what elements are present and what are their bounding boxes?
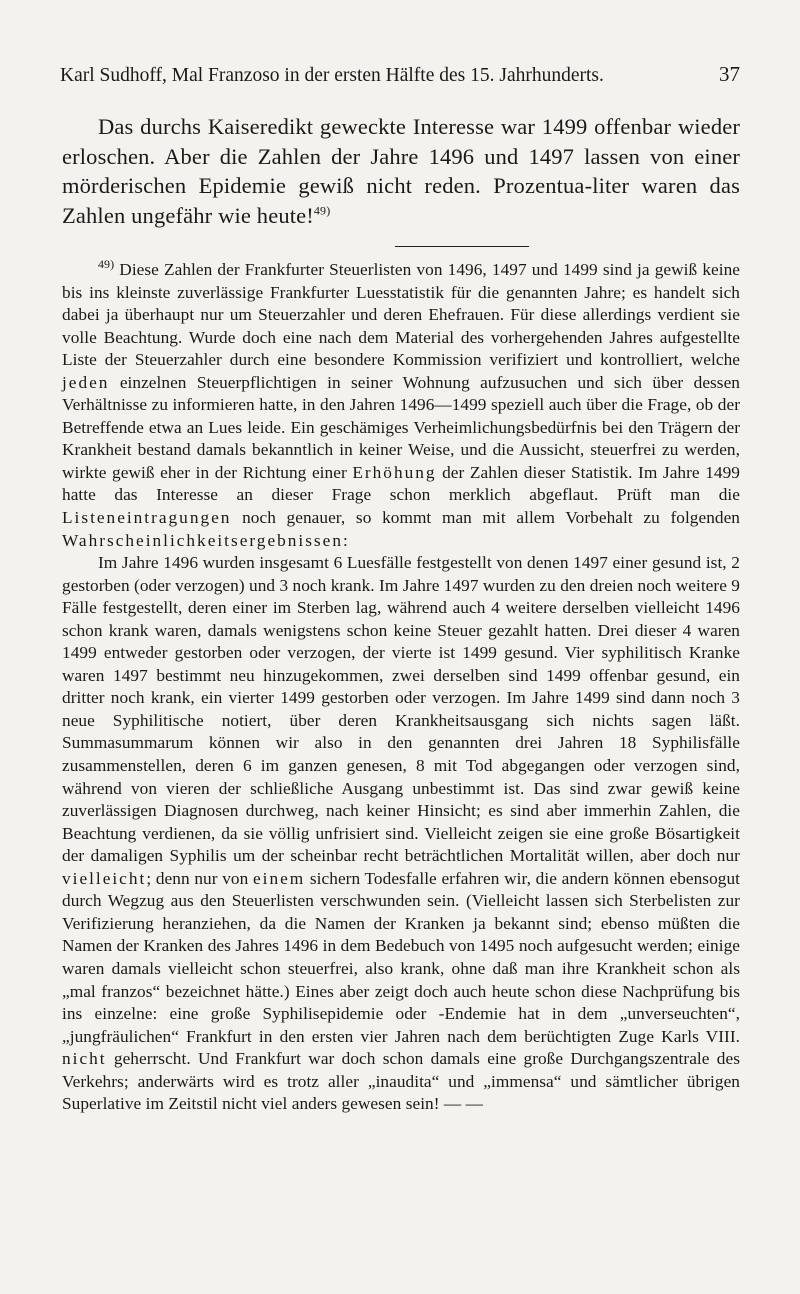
- emphasis: nicht: [62, 1049, 107, 1069]
- footnote-text: einzelnen Steuerpflichtigen in seiner Wohnung aufzusuchen und sich über dessen Verhältnisse zu informieren hatte, in den Jahren 1496—1499 speziell auch über die Frage, ob der Betreffende etwa an Lues leide. Ein geschämiges Verheimlichungsbedürfnis bei den Trägern der Krankheit bestand damals bekanntlich in keiner Weise, und die Aussicht, steuerfrei zu werden, wirkte gewiß eher in der Richtung einer: [62, 372, 740, 482]
- main-text: Das durchs Kaiseredikt geweckte Interesse war 1499 offenbar wieder erloschen. Aber die Zahlen der Jahre 1496 und 1497 lassen von einer mörderischen Epidemie gewiß nicht reden. Prozentua-liter waren das Zahlen ungefähr wie heute!: [62, 114, 740, 228]
- footnote-text: sichern Todesfalle erfahren wir, die andern können ebensogut durch Wegzug aus den Steuerlisten verschwunden sein. (Vielleicht lassen sich Sterbelisten zur Verifizierung heranziehen, da die Namen der Kranken ja bekannt sind; ebenso müßten die Namen der Kranken des Jahres 1496 in dem Bedebuch von 1495 noch aufgesucht werden; einige waren damals vielleicht schon steuerfrei, also krank, ohne daß man ihre Krankheit schon als „mal franzos“ bezeichnet hätte.) Eines aber zeigt doch auch heute schon diese Nachprüfung bis ins einzelne: eine große Syphilisepidemie oder -Endemie hat in dem „unverseuchten“, „jungfräulichen“ Frankfurt in den ersten vier Jahren nach dem berüchtigten Zuge Karls VIII.: [62, 868, 740, 1046]
- footnote-text: :: [342, 530, 348, 550]
- footnote: [62, 259, 740, 1116]
- emphasis: Wahrscheinlichkeitsergebnissen: [62, 530, 343, 550]
- main-paragraph: [62, 112, 740, 230]
- emphasis: jeden: [62, 372, 110, 392]
- footnote-separator: [395, 246, 529, 247]
- footnote-text: Im Jahre 1496 wurden insgesamt 6 Luesfälle festgestellt von denen 1497 einer gesund ist, 2 gestorben (oder verzogen) und 3 noch krank. Im Jahre 1497 wurden zu den dreien noch weitere 9 Fälle festgestellt, deren einer im Sterben lag, während auch 4 weitere derselben vielleicht 1496 schon krank waren, damals wenigstens schon keine Steuer gezahlt hatten. Drei dieser 4 waren 1499 entweder gestorben oder verzogen, der vierte ist 1499 gesund. Vier syphilitisch Kranke waren 1497 bestimmt neu hinzugekommen, zwei derselben sind 1499 offenbar gesund, ein dritter noch krank, ein vierter 1499 gestorben oder verzogen. Im Jahre 1499 sind dann noch 3 neue Syphilitische notiert, über deren Krankheitsausgang sich nichts sagen läßt. Summasummarum können wir also in den genannten drei Jahren 18 Syphilisfälle zusammenstellen, deren 6 im ganzen genesen, 8 mit Tod abgegangen oder verzogen sind, während von vieren der schließliche Ausgang unbestimmt ist. Das sind zwar gewiß keine zuverlässigen Diagnosen durchweg, nach keiner Hinsicht; es sind aber immerhin Zahlen, die Beachtung verdienen, da sie völlig unfrisiert sind. Vielleicht zeigen sie eine große Bösartigkeit der damaligen Syphilis um der scheinbar recht beträchtlichen Mortalität willen, aber doch nur: [62, 553, 740, 866]
- footnote-text: ; denn nur von: [146, 868, 253, 888]
- emphasis: Erhöhung: [352, 462, 437, 482]
- running-header: [60, 62, 740, 88]
- running-title: Karl Sudhoff, Mal Franzoso in der ersten Hälfte des 15. Jahrhunderts.: [60, 65, 604, 86]
- footnote-text: noch genauer, so kommt man mit allem Vorbehalt zu folgenden: [231, 508, 740, 528]
- footnote-text: Diese Zahlen der Frankfurter Steuerlisten von 1496, 1497 und 1499 sind ja gewiß keine bis ins kleinste zuverlässige Frankfurter Luesstatistik für die genannten Jahre; es handelt sich dabei ja überhaupt nur um Steuerzahler und deren Ehefrauen. Für diese allerdings verdient sie volle Beachtung. Wurde doch eine nach dem Material des vorhergehenden Jahres aufgestellte Liste der Steuerzahler durch eine besondere Kommission verifiziert und kontrolliert, welche: [62, 260, 740, 370]
- emphasis: vielleicht: [62, 868, 147, 888]
- page-number: 37: [719, 62, 740, 86]
- footnote-text: der Zahlen dieser Statistik. Im Jahre 1499 hatte das Interesse an dieser Frage schon merklich abgeflaut. Prüft man die: [62, 462, 740, 505]
- footnote-text: geherrscht. Und Frankfurt war doch schon damals eine große Durchgangszentrale des Verkehrs; anderwärts wird es trotz aller „inaudita“ und „immensa“ und sämtlicher übrigen Superlative im Zeitstil nicht viel anders gewesen sein! — —: [62, 1049, 740, 1114]
- emphasis: einem: [252, 868, 306, 888]
- footnote-reference: 49): [313, 203, 331, 217]
- emphasis: Listeneintragungen: [62, 508, 232, 528]
- footnote-marker: 49): [98, 257, 115, 272]
- footnote-paragraph-1: [62, 259, 740, 552]
- footnote-paragraph-2: [62, 552, 740, 1116]
